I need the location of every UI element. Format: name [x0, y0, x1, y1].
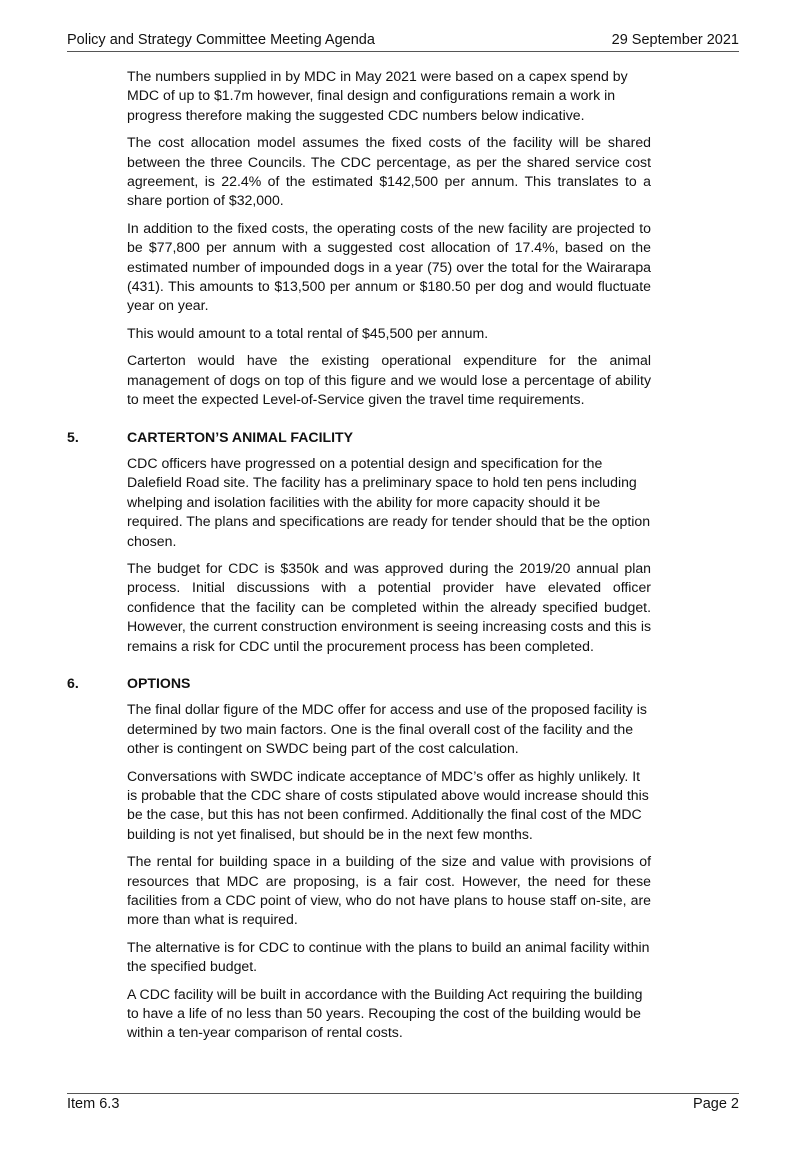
paragraph: The rental for building space in a building of the size and value with provisions of resources that MDC are proposing, is a fair cost. However, the need for these facilities from a CDC point of view, who do not have plans to house staff on-site, are more than what is required.: [127, 853, 651, 928]
paragraph: The final dollar figure of the MDC offer for access and use of the proposed facility is determined by two main factors. One is the final overall cost of the facility and the other is contingent on SWDC being part of the cost calculation.: [127, 701, 647, 757]
section-title: OPTIONS: [127, 674, 191, 691]
footer-page-number: Page 2: [693, 1096, 739, 1112]
paragraph: Carterton would have the existing operational expenditure for the animal management of dogs on top of this figure and we would lose a percentage of ability to meet the expected Level-of-Service given the travel time requirements.: [127, 352, 651, 408]
header-divider: [67, 51, 739, 52]
paragraph: This would amount to a total rental of $45,500 per annum.: [127, 324, 489, 341]
section-number: 5.: [67, 428, 79, 445]
section-heading-5: [67, 428, 651, 447]
section-heading-6: [67, 674, 651, 693]
paragraph: A CDC facility will be built in accordance with the Building Act requiring the building to have a life of no less than 50 years. Recouping the cost of the building would be within a ten-year comparison of rental costs.: [127, 985, 643, 1041]
paragraph: The cost allocation model assumes the fixed costs of the facility will be shared between the three Councils. The CDC percentage, as per the shared service cost agreement, is 22.4% of the estimated $142,500 per annum. This translates to a share portion of $32,000.: [127, 134, 651, 209]
paragraph: The alternative is for CDC to continue with the plans to build an animal facility within the specified budget.: [127, 938, 650, 975]
paragraph: The numbers supplied in by MDC in May 2021 were based on a capex spend by MDC of up to $1.7m however, final design and configurations remain a work in progress therefore making the suggested CDC numbers below indicative.: [127, 68, 628, 123]
header-title: Policy and Strategy Committee Meeting Agenda: [67, 32, 375, 48]
paragraph: CDC officers have progressed on a potential design and specification for the Dalefield Road site. The facility has a preliminary space to hold ten pens including whelping and isolation facilities with the ability for more capacity should it be required. The plans and specifications are ready for tender should that be the option chosen.: [127, 454, 651, 549]
footer-item: Item 6.3: [67, 1096, 120, 1112]
section-title: CARTERTON’S ANIMAL FACILITY: [127, 428, 354, 445]
document-body: [67, 67, 651, 1051]
paragraph: In addition to the fixed costs, the operating costs of the new facility are projected to be $77,800 per annum with a suggested cost allocation of 17.4%, based on the estimated number of impounded dogs in a year (75) over the total for the Wairarapa (431). This amounts to $13,500 per annum or $180.50 per dog and would fluctuate year on year.: [127, 219, 651, 314]
header-date: 29 September 2021: [611, 32, 739, 48]
paragraph: The budget for CDC is $350k and was approved during the 2019/20 annual plan process. Initial discussions with a potential provider have elevated officer confidence that the facility can be completed within the already specified budget. However, the current construction environment is seeing increasing costs and this is remains a risk for CDC until the procurement process has been completed.: [127, 559, 651, 654]
section-number: 6.: [67, 674, 79, 691]
paragraph: Conversations with SWDC indicate acceptance of MDC’s offer as highly unlikely. It is probable that the CDC share of costs stipulated above would increase should this be the case, but this has not been confirmed. Additionally the final cost of the MDC building is not yet finalised, but should be in the next few months.: [127, 767, 649, 842]
footer-divider: [67, 1093, 739, 1094]
page-header: [67, 30, 739, 52]
